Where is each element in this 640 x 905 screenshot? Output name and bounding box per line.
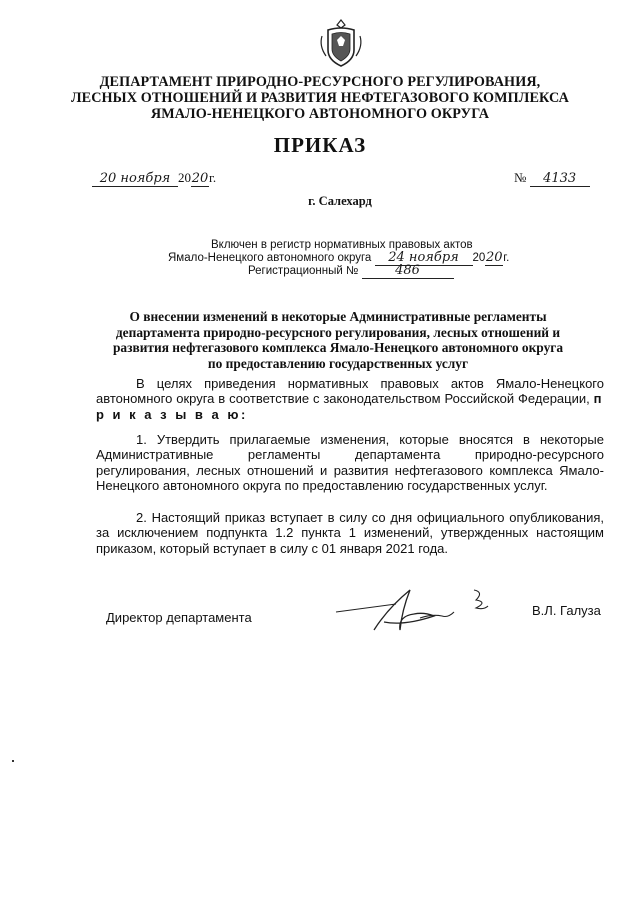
order-date bbox=[92, 170, 216, 187]
order-day-month: 20 ноября bbox=[92, 171, 178, 187]
registry-year-g: г. bbox=[503, 252, 510, 264]
number-label: № bbox=[514, 170, 527, 185]
registry-year-prefix: 20 bbox=[472, 252, 486, 264]
signatory-position: Директор департамента bbox=[106, 610, 252, 625]
coat-of-arms-emblem bbox=[318, 18, 364, 68]
registry-region: Ямало-Ненецкого автономного округа bbox=[168, 252, 372, 264]
item-paragraph-1: 1. Утвердить прилагаемые изменения, которые вносятся в некоторые Административные регламенты департамента природно-ресурсного регулирования, лесных отношений и развития нефтегазового комплекса Ямало-Ненецкого автономного округа по предоставлению государственных услуг. bbox=[96, 432, 604, 493]
registry-line-3 bbox=[248, 264, 454, 279]
item-paragraph-2: 2. Настоящий приказ вступает в силу со дня официального опубликования, за исключением подпункта 1.2 пункта 1 изменений, утвержденных настоящим приказом, который вступает в силу с 01 января 2021 года. bbox=[96, 510, 604, 556]
preamble-paragraph bbox=[96, 376, 604, 422]
order-number bbox=[514, 170, 590, 187]
subject-line-3: развития нефтегазового комплекса Ямало-Ненецкого автономного округа bbox=[112, 340, 564, 355]
order-year-prefix: 20 bbox=[178, 170, 191, 185]
subject-line-2: департамента природно-ресурсного регулирования, лесных отношений и bbox=[115, 324, 561, 340]
order-year-suffix: 20 bbox=[191, 171, 209, 186]
header-line-2: ЛЕСНЫХ ОТНОШЕНИЙ И РАЗВИТИЯ НЕФТЕГАЗОВОГО КОМПЛЕКСА bbox=[70, 90, 570, 106]
number-value: 4133 bbox=[530, 171, 590, 187]
document-title: ПРИКАЗ bbox=[273, 133, 367, 157]
registry-date: 24 ноября bbox=[375, 251, 473, 266]
registry-line-1: Включен в регистр нормативных правовых актов bbox=[211, 239, 473, 251]
handwritten-signature bbox=[334, 586, 500, 640]
order-subject bbox=[78, 309, 598, 371]
city: г. Салехард bbox=[308, 194, 372, 208]
subject-line-4: по предоставлению государственных услуг bbox=[207, 355, 469, 371]
header-line-1: ДЕПАРТАМЕНТ ПРИРОДНО-РЕСУРСНОГО РЕГУЛИРОВАНИЯ, bbox=[99, 74, 541, 90]
registry-number-label: Регистрационный № bbox=[248, 265, 359, 277]
header-line-3: ЯМАЛО-НЕНЕЦКОГО АВТОНОМНОГО ОКРУГА bbox=[150, 106, 490, 122]
preamble-command: п р и к а з ы в а ю: bbox=[96, 391, 604, 422]
registry-year-suffix: 20 bbox=[486, 250, 503, 265]
department-header bbox=[40, 74, 600, 122]
subject-line-1: О внесении изменений в некоторые Административные регламенты bbox=[129, 309, 547, 324]
signatory-name: В.Л. Галуза bbox=[532, 603, 601, 618]
preamble-text: В целях приведения нормативных правовых актов Ямало-Ненецкого автономного округа в соответствие с законодательством Российской Федерации, bbox=[96, 376, 604, 407]
order-year-g: г. bbox=[209, 170, 217, 185]
registry-number-value: 486 bbox=[362, 264, 454, 279]
scan-speck bbox=[12, 760, 14, 762]
